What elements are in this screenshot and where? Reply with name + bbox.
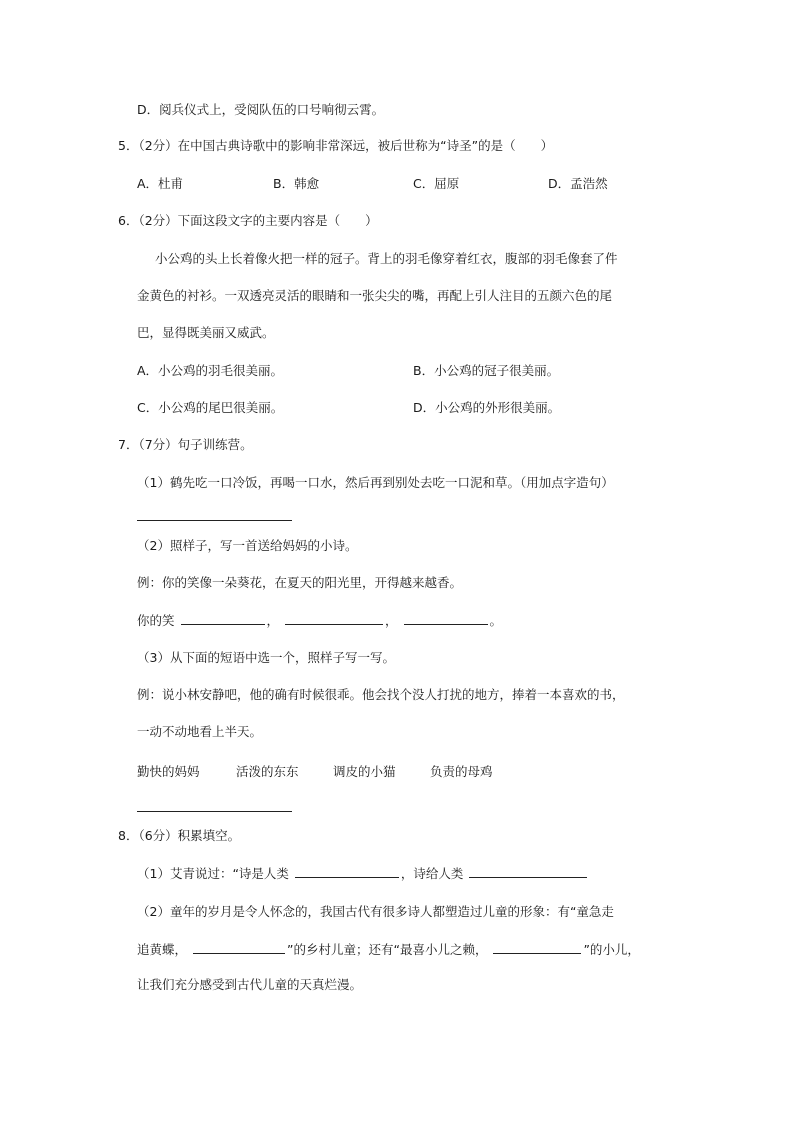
q8-part2-text-a: 追黄蝶， xyxy=(137,942,188,957)
q5-option-b: B．韩愈 xyxy=(273,176,320,191)
q7-part1-answer-blank[interactable] xyxy=(137,520,292,521)
q8-part2-blank-2[interactable] xyxy=(493,941,581,954)
q7-phrase-2: 活泼的东东 xyxy=(236,764,299,779)
q7-phrase-4: 负责的母鸡 xyxy=(430,764,493,779)
q8-part2-text-c: ”的小儿， xyxy=(583,942,640,957)
q7-part2-blank-2[interactable] xyxy=(285,612,383,625)
q8-part2-text-b: ”的乡村儿童；还有“最喜小儿之赖， xyxy=(287,942,488,957)
q7-part2-prefix: 你的笑 xyxy=(137,613,175,628)
q6-option-a: A．小公鸡的羽毛很美丽。 xyxy=(137,363,284,378)
q8-part1-line xyxy=(137,865,589,882)
q8-stem: 8．（6分）积累填空。 xyxy=(118,828,241,843)
q7-phrase-3: 调皮的小猫 xyxy=(333,764,396,779)
q7-part3-answer-blank[interactable] xyxy=(137,811,292,812)
q8-part2-line-3: 让我们充分感受到古代儿童的天真烂漫。 xyxy=(137,977,363,992)
q7-part1: （1）鹤先吃一口冷饭，再喝一口水，然后再到别处去吃一口泥和草。（用加点字造句） xyxy=(137,475,614,490)
q8-part1-text-a: （1）艾青说过：“诗是人类 xyxy=(137,866,289,881)
q7-part3-example-line-1: 例：说小林安静吧，他的确有时候很乖。他会找个没人打扰的地方，捧着一本喜欢的书， xyxy=(137,687,625,702)
q5-option-a: A．杜甫 xyxy=(137,176,184,191)
q5-stem: 5．（2分）在中国古典诗歌中的影响非常深远，被后世称为“诗圣”的是（ ） xyxy=(118,138,554,153)
q7-part2-comma-1: ， xyxy=(266,613,280,628)
q7-stem: 7．（7分）句子训练营。 xyxy=(118,437,253,452)
q8-part1-blank-1[interactable] xyxy=(295,865,399,878)
q6-stem: 6．（2分）下面这段文字的主要内容是（ ） xyxy=(118,213,378,228)
q7-part2-blank-1[interactable] xyxy=(181,612,265,625)
q7-part2-period: 。 xyxy=(489,613,503,628)
q7-phrase-1: 勤快的妈妈 xyxy=(137,764,200,779)
q7-part3-example-line-2: 一动不动地看上半天。 xyxy=(137,724,263,739)
q7-part2: （2）照样子，写一首送给妈妈的小诗。 xyxy=(137,538,358,553)
q6-option-c: C．小公鸡的尾巴很美丽。 xyxy=(137,400,284,415)
q7-part2-blank-3[interactable] xyxy=(404,612,488,625)
q6-passage-line-1: 小公鸡的头上长着像火把一样的冠子。背上的羽毛像穿着红衣，腹部的羽毛像套了件 xyxy=(155,251,618,266)
q6-passage-line-3: 巴，显得既美丽又威武。 xyxy=(137,325,275,340)
q7-part2-comma-2: ， xyxy=(385,613,398,628)
q7-part3: （3）从下面的短语中选一个，照样子写一写。 xyxy=(137,650,395,665)
q7-part2-example: 例：你的笑像一朵葵花，在夏天的阳光里，开得越来越香。 xyxy=(137,575,463,590)
q6-option-b: B．小公鸡的冠子很美丽。 xyxy=(413,363,560,378)
q8-part2-blank-1[interactable] xyxy=(193,941,285,954)
q7-part2-fill-line xyxy=(137,612,502,629)
q4-option-d: D．阅兵仪式上，受阅队伍的口号响彻云霄。 xyxy=(137,102,385,117)
q8-part1-text-b: ，诗给人类 xyxy=(400,866,464,881)
q5-option-c: C．屈原 xyxy=(413,176,460,191)
q8-part2-line-1: （2）童年的岁月是令人怀念的，我国古代有很多诗人都塑造过儿童的形象：有“童急走 xyxy=(137,904,614,919)
q6-option-d: D．小公鸡的外形很美丽。 xyxy=(413,400,561,415)
q5-option-d: D．孟浩然 xyxy=(548,176,608,191)
q8-part1-blank-2[interactable] xyxy=(469,865,587,878)
q8-part2-line-2 xyxy=(137,941,640,958)
q6-passage-line-2: 金黄色的衬衫。一双透亮灵活的眼睛和一张尖尖的嘴，再配上引人注目的五颜六色的尾 xyxy=(137,288,613,303)
